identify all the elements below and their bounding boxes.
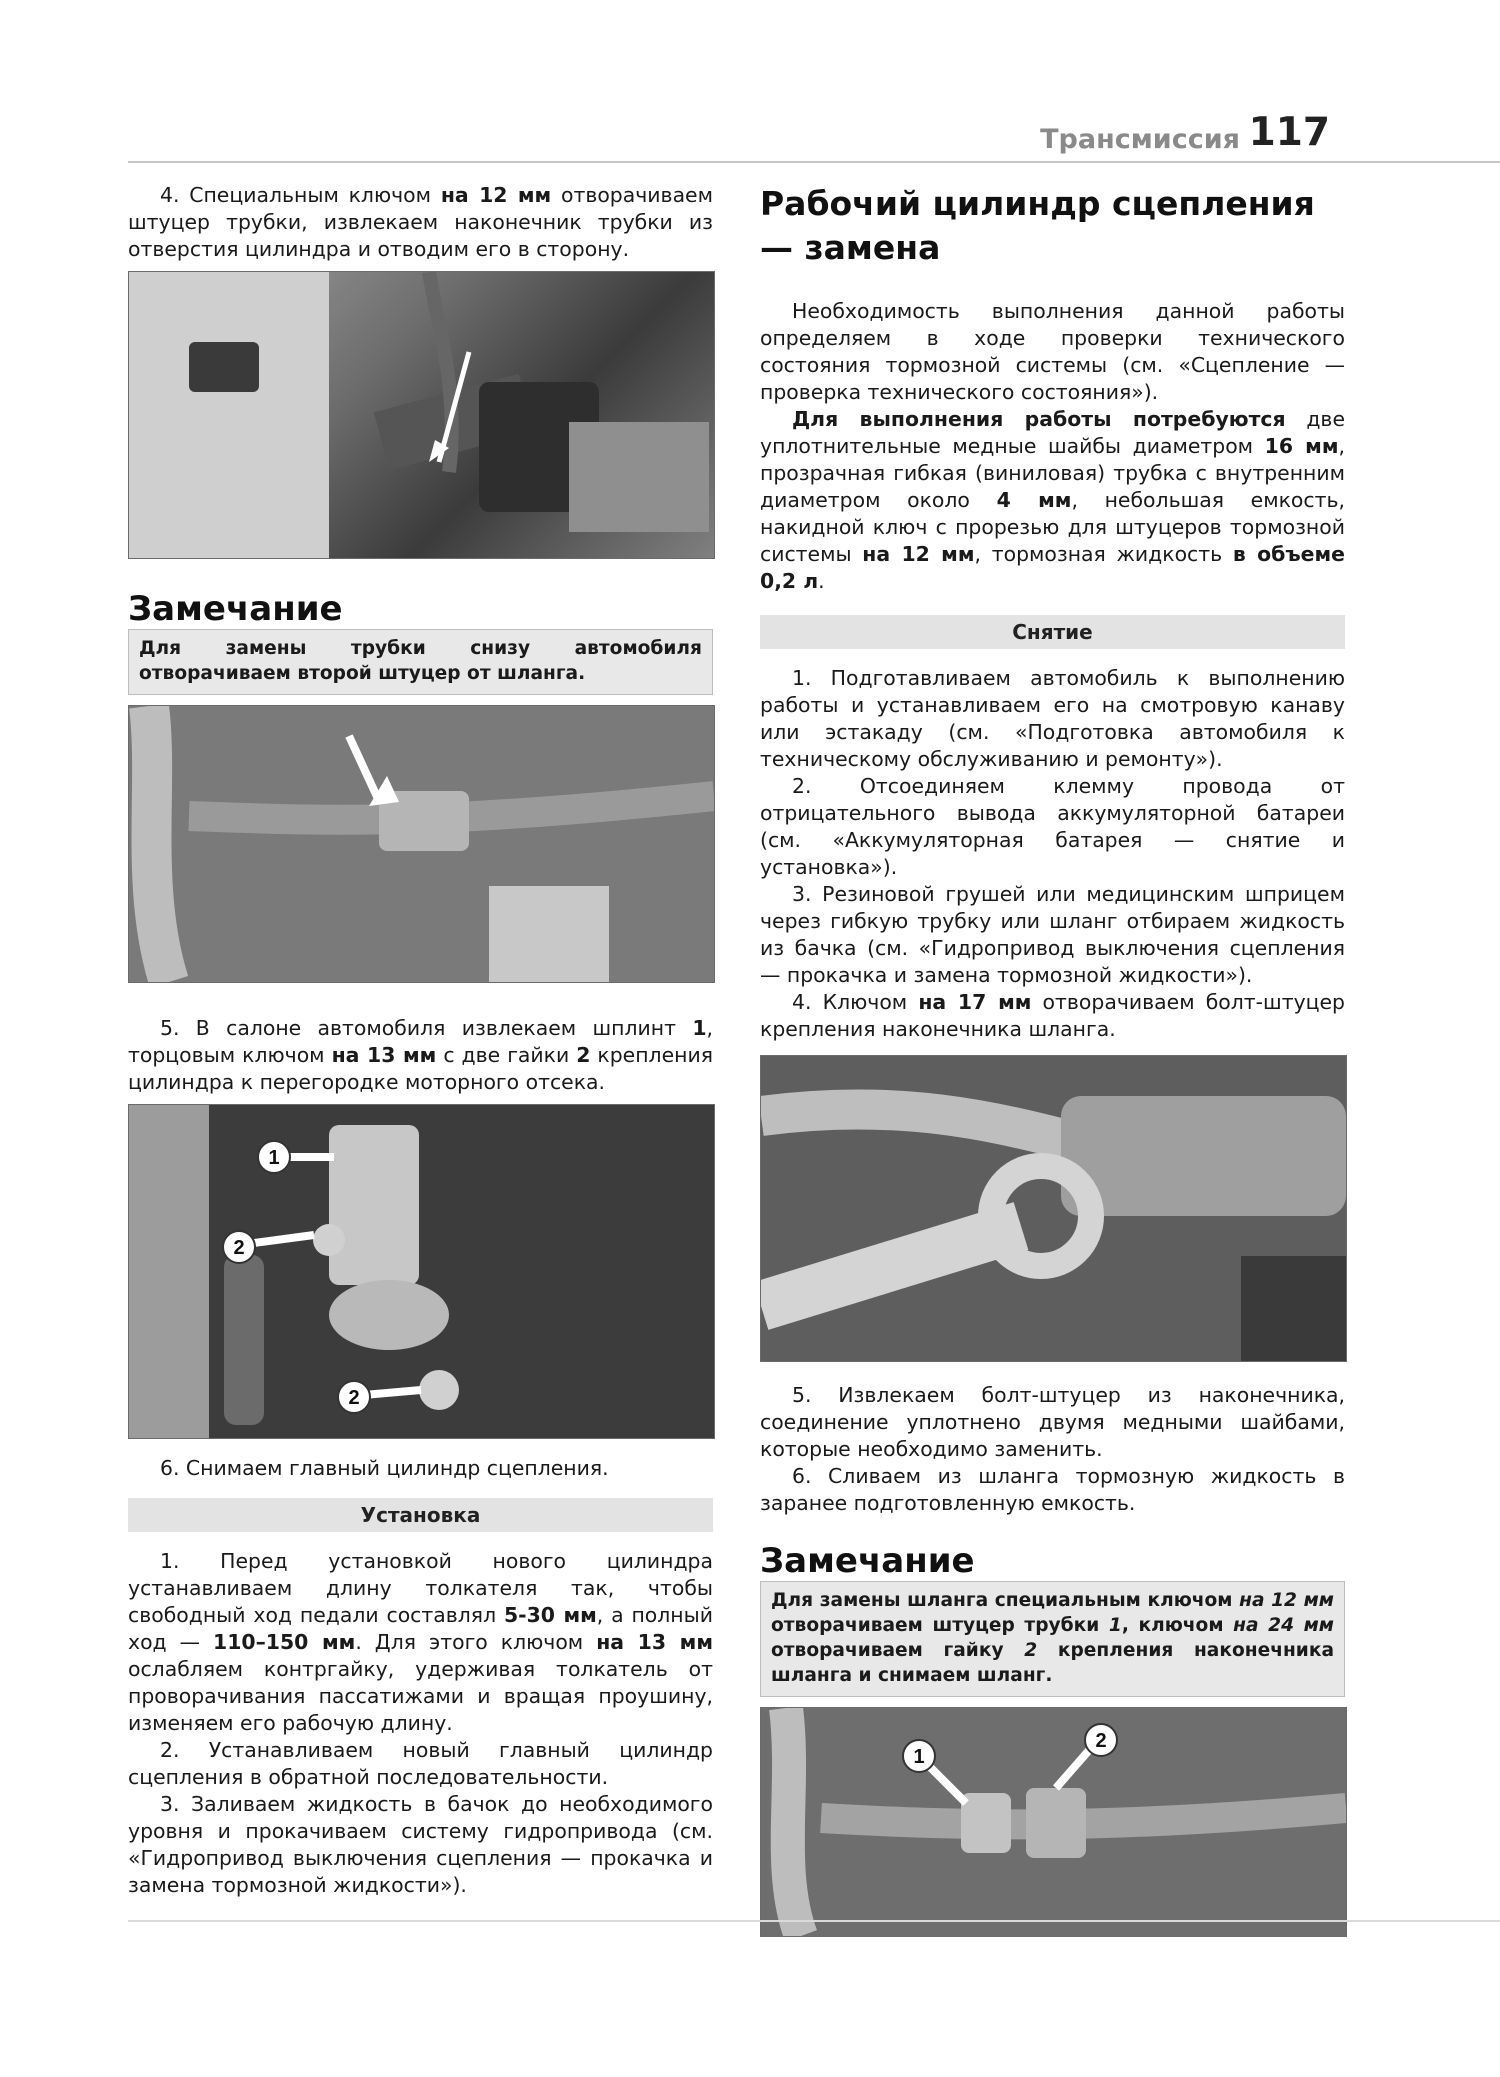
removal-step-4: 4. Ключом на 17 мм отворачиваем болт-штуцер крепления наконечника шланга. [760,990,1346,1041]
removal-step-6: 6. Сливаем из шланга тормозную жидкость в заранее подготовленную емкость. [760,1464,1345,1515]
tools-paragraph: Для выполнения работы потребуются две уплотнительные медные шайбы диаметром 16 мм, прозрачная гибкая (виниловая) трубка с внутренним диаметром около 4 мм, небольшая емкость, накидной ключ с прорезью для штуцеров тормозной системы на 12 мм, тормозная жидкость в объеме 0,2 л. [760,407,1346,593]
install-step-2: 2. Устанавливаем новый главный цилиндр сцепления в обратной последовательности. [128,1738,713,1789]
note-2-title: Замечание [760,1541,975,1581]
install-step-3: 3. Заливаем жидкость в бачок до необходимого уровня и прокачиваем систему гидропривода (см. «Гидропривод выключения сцепления — прокачка и замена тормозной жидкости»). [128,1792,713,1897]
removal-steps-cont [760,1382,1345,1517]
running-header-section: Трансмиссия [1040,124,1240,155]
header-rule [128,161,1500,163]
installation-steps [128,1548,713,1899]
left-column [128,182,713,1899]
note-1-text: Для замены трубки снизу автомобиля отворачиваем второй штуцер от шланга. [128,629,713,695]
step-5-paragraph: 5. В салоне автомобиля извлекаем шплинт 1, торцовым ключом на 13 мм с две гайки 2 крепления цилиндра к перегородке моторного отсека. [128,1016,713,1094]
photo-pipe-fitting [128,271,715,559]
page-number: 117 [1248,110,1330,155]
photo-wrench-on-fitting [760,1055,1347,1362]
note-2 [760,1541,1345,1697]
intro-paragraph: Необходимость выполнения данной работы определяем в ходе проверки технического состояния тормозной системы (см. «Сцепление — проверка технического состояния»). [760,299,1345,404]
right-column [760,182,1345,1937]
note-1 [128,589,713,695]
photo3-label-1: 1 [268,1147,280,1169]
note-2-text: Для замены шланга специальным ключом на 12 мм отворачиваем штуцер трубки 1, ключом на 24 мм отворачиваем гайку 2 крепления наконечника шланга и снимаем шланг. [760,1581,1345,1697]
removal-section-bar: Снятие [760,615,1345,649]
step-6-paragraph: 6. Снимаем главный цилиндр сцепления. [160,1456,609,1480]
step-4-paragraph: 4. Специальным ключом на 12 мм отворачиваем штуцер трубки, извлекаем наконечник трубки из отверстия цилиндра и отводим его в сторону. [128,183,713,261]
footer-rule [128,1920,1500,1922]
photo-hose-fitting [128,705,715,983]
photo-hose-connections [760,1707,1347,1937]
installation-section-bar: Установка [128,1498,713,1532]
removal-steps [760,665,1345,1043]
photo-clutch-master-cylinder [128,1104,715,1439]
install-step-1: 1. Перед установкой нового цилиндра устанавливаем длину толкателя так, чтобы свободный ход педали составлял 5-30 мм, а полный ход — 110–150 мм. Для этого ключом на 13 мм ослабляем контргайку, удерживая толкатель от проворачивания пассатижами и вращая проушину, изменяем его рабочую длину. [128,1549,713,1735]
removal-step-2: 2. Отсоединяем клемму провода от отрицательного вывода аккумуляторной батареи (см. «Аккумуляторная батарея — снятие и установка»). [760,774,1345,879]
photo3-label-2b: 2 [348,1387,360,1409]
photo6-label-1: 1 [913,1746,925,1768]
photo6-label-2: 2 [1095,1730,1107,1752]
article-heading: Рабочий цилиндр сцепления — замена [760,184,1315,267]
photo3-label-2a: 2 [233,1237,245,1259]
removal-step-5: 5. Извлекаем болт-штуцер из наконечника, соединение уплотнено двумя медными шайбами, которые необходимо заменить. [760,1383,1345,1461]
note-1-title: Замечание [128,589,343,629]
removal-step-3: 3. Резиновой грушей или медицинским шприцем через гибкую трубку или шланг отбираем жидкость из бачка (см. «Гидропривод выключения сцепления — прокачка и замена тормозной жидкости»). [760,882,1345,987]
removal-step-1: 1. Подготавливаем автомобиль к выполнению работы и устанавливаем его на смотровую канаву или эстакаду (см. «Подготовка автомобиля к техническому обслуживанию и ремонту»). [760,666,1345,771]
